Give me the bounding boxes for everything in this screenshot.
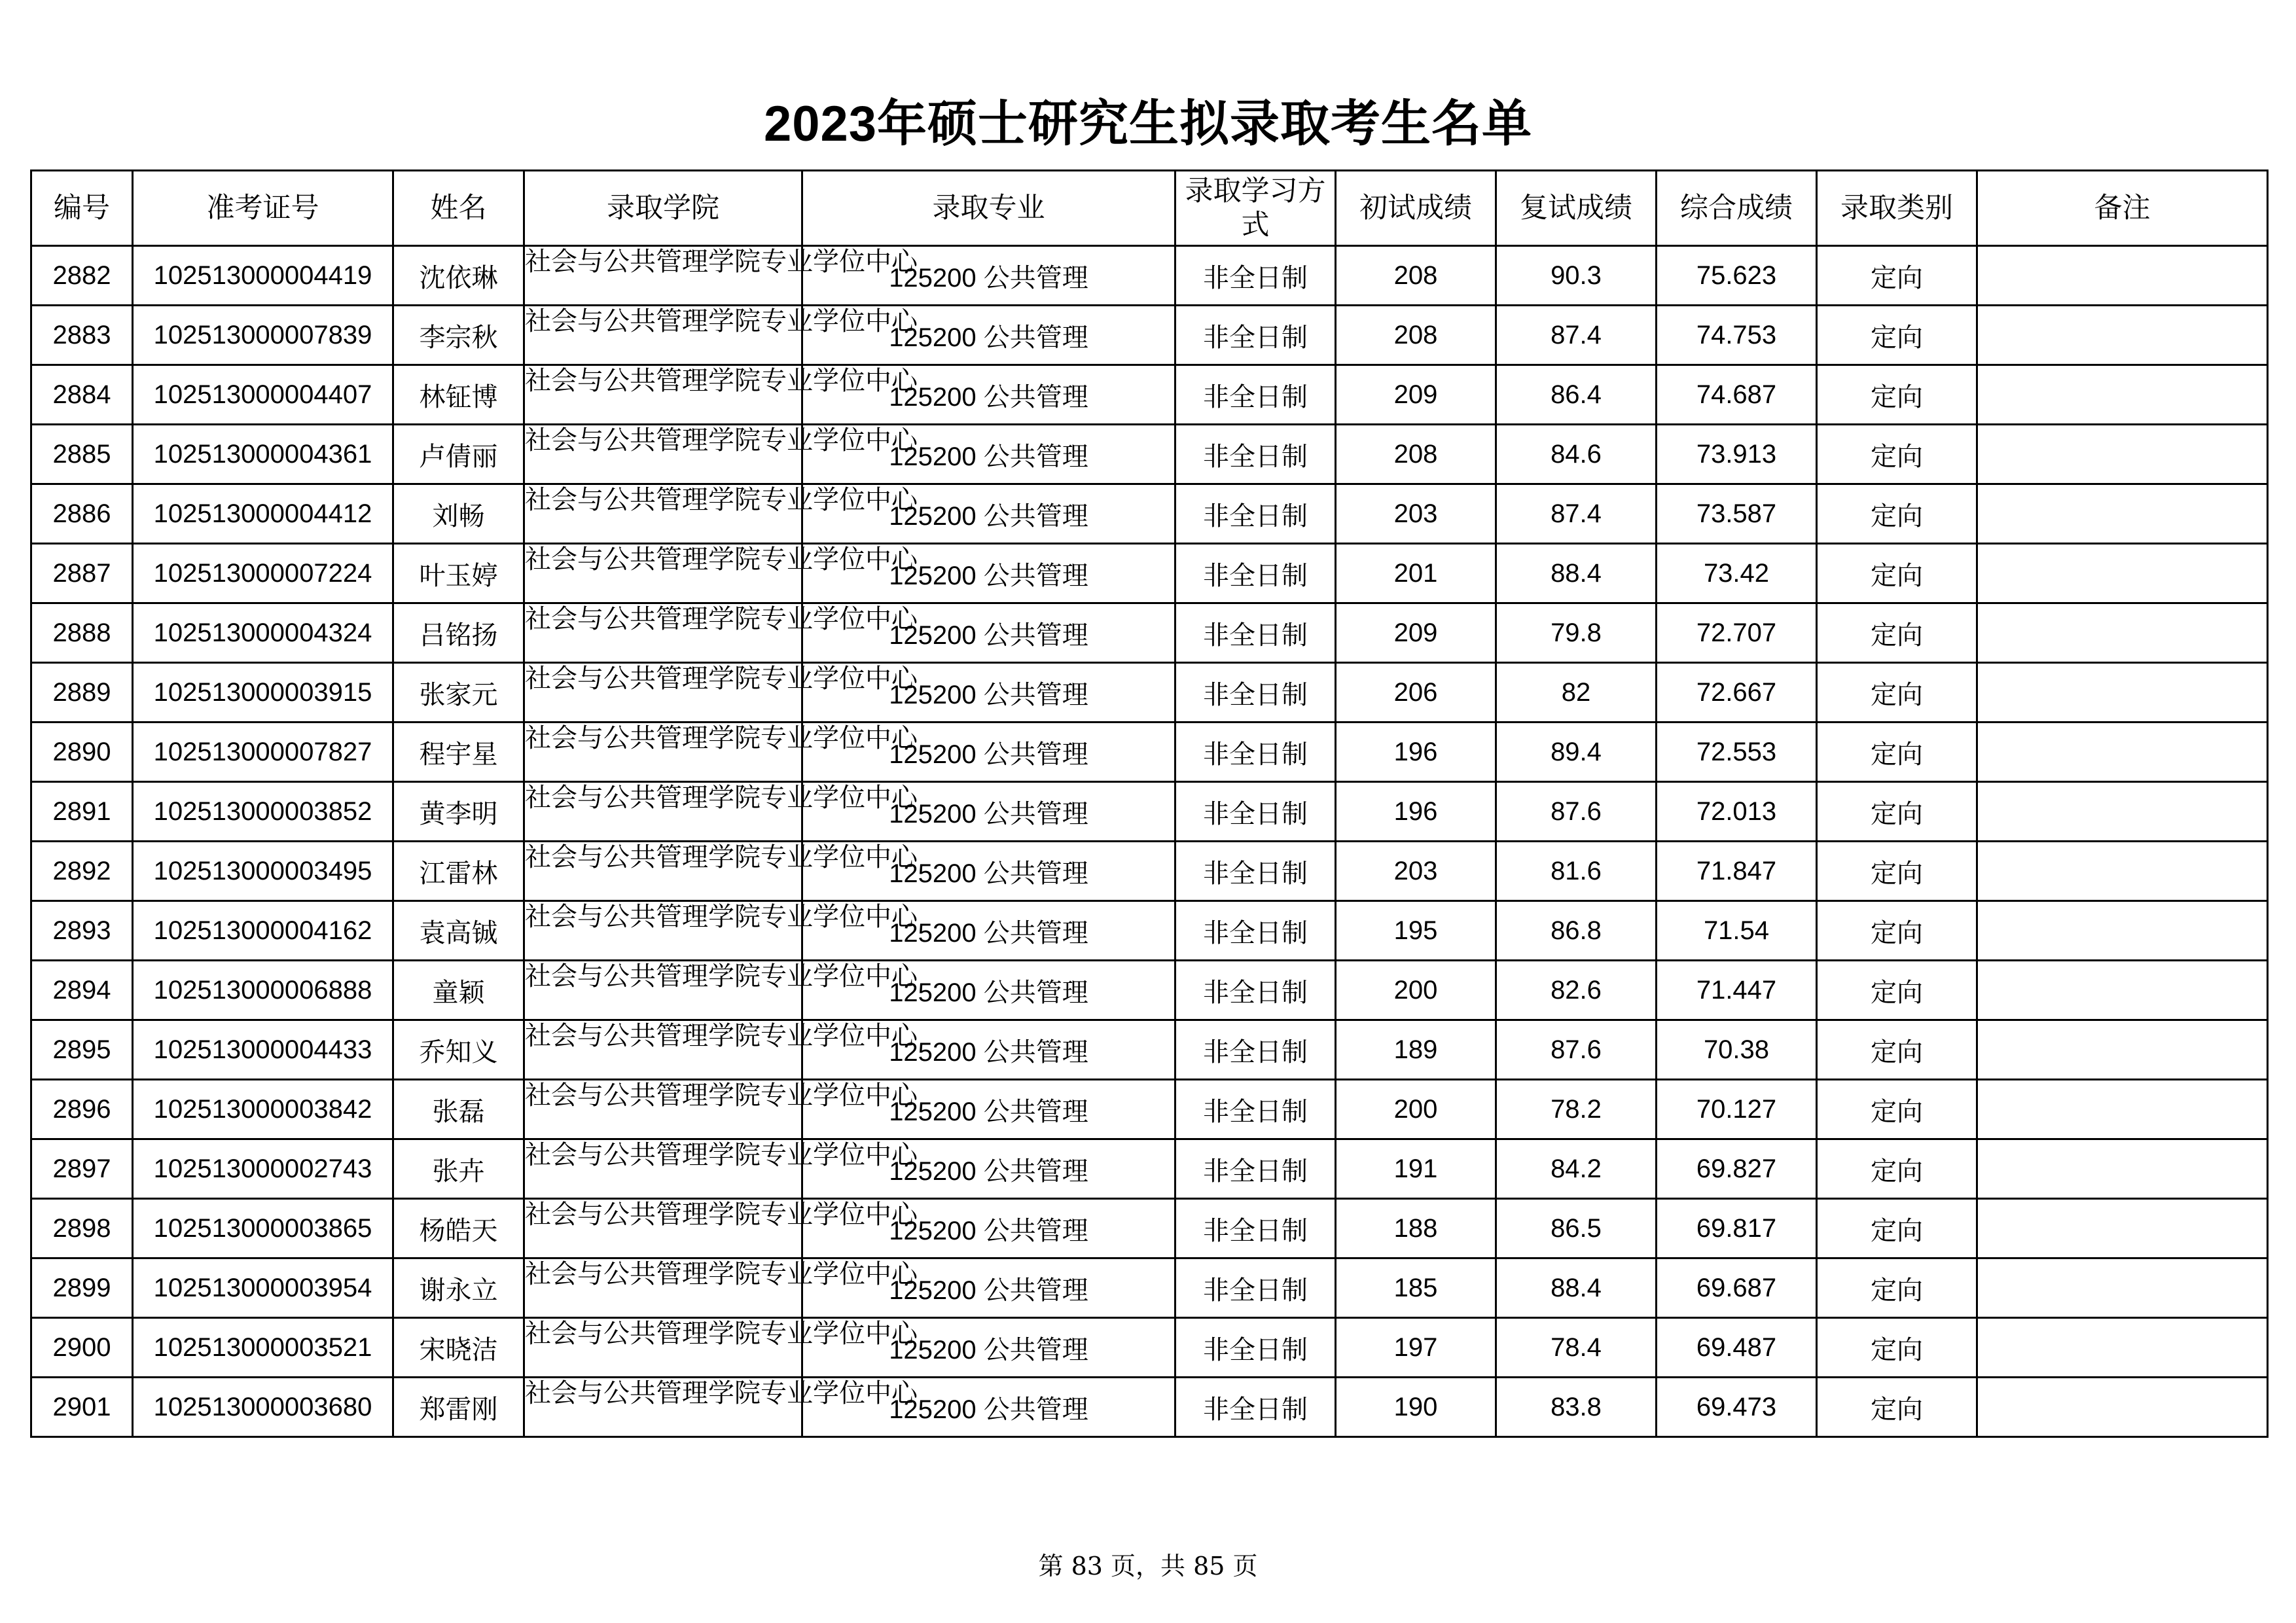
cell-major-code: 125200 [889, 918, 977, 948]
cell-category: 定向 [1817, 1378, 1977, 1437]
cell-exam-id: 102513000007224 [133, 544, 393, 603]
cell-initial-score: 196 [1336, 782, 1496, 842]
cell-retest-score: 78.2 [1496, 1080, 1657, 1139]
table-row [31, 365, 2268, 425]
cell-major-code: 125200 [889, 382, 977, 412]
cell-initial-score: 203 [1336, 842, 1496, 901]
cell-exam-id: 102513000004162 [133, 901, 393, 961]
cell-exam-id: 102513000007839 [133, 306, 393, 365]
column-header-college: 录取学院 [524, 171, 802, 246]
cell-category: 定向 [1817, 1258, 1977, 1318]
cell-college: 社会与公共管理学院专业学位中心 [525, 664, 918, 694]
cell-name: 程宇星 [393, 722, 524, 782]
cell-exam-id: 102513000004412 [133, 484, 393, 544]
cell-major-name: 公共管理 [983, 1037, 1088, 1067]
cell-major-name: 公共管理 [983, 1275, 1088, 1306]
cell-number: 2898 [31, 1199, 133, 1258]
cell-major-code: 125200 [889, 1216, 977, 1245]
cell-retest-score: 82.6 [1496, 961, 1657, 1020]
cell-category: 定向 [1817, 306, 1977, 365]
cell-major-code: 125200 [889, 620, 977, 650]
cell-study-mode: 非全日制 [1175, 246, 1336, 306]
cell-initial-score: 190 [1336, 1378, 1496, 1437]
cell-study-mode: 非全日制 [1175, 782, 1336, 842]
cell-study-mode: 非全日制 [1175, 1139, 1336, 1199]
cell-note [1977, 961, 2268, 1020]
table-row [31, 1139, 2268, 1199]
cell-college: 社会与公共管理学院专业学位中心 [525, 723, 918, 753]
cell-major-code: 125200 [889, 442, 977, 471]
cell-study-mode: 非全日制 [1175, 603, 1336, 663]
cell-name: 叶玉婷 [393, 544, 524, 603]
cell-major-name: 公共管理 [983, 798, 1088, 829]
cell-total-score: 74.687 [1657, 365, 1817, 425]
cell-college: 社会与公共管理学院专业学位中心 [525, 1021, 918, 1051]
table-row [31, 663, 2268, 722]
cell-college: 社会与公共管理学院专业学位中心 [525, 306, 918, 336]
cell-college: 社会与公共管理学院专业学位中心 [525, 247, 918, 277]
column-header-initial-score: 初试成绩 [1336, 171, 1496, 246]
cell-study-mode: 非全日制 [1175, 1318, 1336, 1378]
cell-number: 2882 [31, 246, 133, 306]
cell-note [1977, 1318, 2268, 1378]
cell-initial-score: 191 [1336, 1139, 1496, 1199]
cell-exam-id: 102513000003842 [133, 1080, 393, 1139]
cell-number: 2885 [31, 425, 133, 484]
cell-study-mode: 非全日制 [1175, 901, 1336, 961]
cell-total-score: 72.013 [1657, 782, 1817, 842]
cell-major-name: 公共管理 [983, 1096, 1088, 1127]
cell-major-name: 公共管理 [983, 382, 1088, 412]
cell-retest-score: 87.4 [1496, 484, 1657, 544]
cell-number: 2886 [31, 484, 133, 544]
cell-total-score: 75.623 [1657, 246, 1817, 306]
table-row [31, 1378, 2268, 1437]
cell-note [1977, 306, 2268, 365]
cell-retest-score: 81.6 [1496, 842, 1657, 901]
table-row [31, 1080, 2268, 1139]
cell-name: 张磊 [393, 1080, 524, 1139]
cell-exam-id: 102513000004433 [133, 1020, 393, 1080]
cell-note [1977, 901, 2268, 961]
cell-college: 社会与公共管理学院专业学位中心 [525, 1140, 918, 1170]
cell-major-code: 125200 [889, 1097, 977, 1126]
cell-initial-score: 206 [1336, 663, 1496, 722]
table-row [31, 1258, 2268, 1318]
cell-total-score: 72.707 [1657, 603, 1817, 663]
cell-retest-score: 82 [1496, 663, 1657, 722]
cell-total-score: 71.447 [1657, 961, 1817, 1020]
cell-note [1977, 544, 2268, 603]
cell-category: 定向 [1817, 365, 1977, 425]
cell-category: 定向 [1817, 1020, 1977, 1080]
cell-study-mode: 非全日制 [1175, 842, 1336, 901]
cell-initial-score: 188 [1336, 1199, 1496, 1258]
cell-number: 2900 [31, 1318, 133, 1378]
cell-category: 定向 [1817, 484, 1977, 544]
cell-total-score: 72.553 [1657, 722, 1817, 782]
cell-major-name: 公共管理 [983, 977, 1088, 1008]
cell-note [1977, 365, 2268, 425]
page-title: 2023年硕士研究生拟录取考生名单 [763, 96, 1533, 152]
cell-initial-score: 208 [1336, 246, 1496, 306]
cell-major-code: 125200 [889, 859, 977, 888]
cell-retest-score: 84.2 [1496, 1139, 1657, 1199]
cell-college: 社会与公共管理学院专业学位中心 [525, 1319, 918, 1349]
admission-table [30, 169, 2269, 1438]
cell-major-code: 125200 [889, 740, 977, 769]
cell-name: 袁高铖 [393, 901, 524, 961]
column-header-number: 编号 [31, 171, 133, 246]
table-row [31, 901, 2268, 961]
cell-college: 社会与公共管理学院专业学位中心 [525, 842, 918, 872]
cell-category: 定向 [1817, 722, 1977, 782]
cell-college: 社会与公共管理学院专业学位中心 [525, 544, 918, 575]
cell-study-mode: 非全日制 [1175, 484, 1336, 544]
cell-retest-score: 86.5 [1496, 1199, 1657, 1258]
table-row [31, 544, 2268, 603]
cell-major-code: 125200 [889, 1037, 977, 1067]
cell-college: 社会与公共管理学院专业学位中心 [525, 366, 918, 396]
cell-retest-score: 88.4 [1496, 1258, 1657, 1318]
cell-name: 江雷林 [393, 842, 524, 901]
cell-exam-id: 102513000003915 [133, 663, 393, 722]
cell-name: 李宗秋 [393, 306, 524, 365]
cell-total-score: 70.38 [1657, 1020, 1817, 1080]
cell-initial-score: 196 [1336, 722, 1496, 782]
cell-initial-score: 201 [1336, 544, 1496, 603]
cell-major-code: 125200 [889, 1395, 977, 1424]
cell-major-name: 公共管理 [983, 1156, 1088, 1186]
cell-major-name: 公共管理 [983, 679, 1088, 710]
cell-college: 社会与公共管理学院专业学位中心 [525, 1200, 918, 1230]
cell-note [1977, 1020, 2268, 1080]
cell-name: 刘畅 [393, 484, 524, 544]
cell-name: 谢永立 [393, 1258, 524, 1318]
cell-exam-id: 102513000003680 [133, 1378, 393, 1437]
cell-major-code: 125200 [889, 323, 977, 352]
cell-initial-score: 209 [1336, 603, 1496, 663]
cell-initial-score: 208 [1336, 425, 1496, 484]
cell-retest-score: 88.4 [1496, 544, 1657, 603]
cell-note [1977, 1378, 2268, 1437]
cell-major-code: 125200 [889, 1156, 977, 1186]
column-header-study-mode: 录取学习方式 [1175, 171, 1336, 246]
cell-exam-id: 102513000003521 [133, 1318, 393, 1378]
cell-major-name: 公共管理 [983, 620, 1088, 651]
cell-major-name: 公共管理 [983, 739, 1088, 770]
cell-name: 沈依琳 [393, 246, 524, 306]
cell-category: 定向 [1817, 663, 1977, 722]
cell-college: 社会与公共管理学院专业学位中心 [525, 1259, 918, 1289]
cell-major-name: 公共管理 [983, 1394, 1088, 1425]
table-row [31, 961, 2268, 1020]
cell-total-score: 73.42 [1657, 544, 1817, 603]
cell-category: 定向 [1817, 842, 1977, 901]
cell-major-name: 公共管理 [983, 262, 1088, 293]
header-row [31, 171, 2268, 246]
table-row [31, 722, 2268, 782]
cell-retest-score: 87.6 [1496, 782, 1657, 842]
cell-number: 2892 [31, 842, 133, 901]
cell-retest-score: 86.8 [1496, 901, 1657, 961]
cell-retest-score: 84.6 [1496, 425, 1657, 484]
cell-study-mode: 非全日制 [1175, 306, 1336, 365]
cell-study-mode: 非全日制 [1175, 1258, 1336, 1318]
cell-note [1977, 722, 2268, 782]
cell-college: 社会与公共管理学院专业学位中心 [525, 485, 918, 515]
cell-retest-score: 87.4 [1496, 306, 1657, 365]
cell-college: 社会与公共管理学院专业学位中心 [525, 783, 918, 813]
cell-number: 2893 [31, 901, 133, 961]
cell-note [1977, 842, 2268, 901]
table-row [31, 782, 2268, 842]
cell-major-code: 125200 [889, 978, 977, 1007]
cell-category: 定向 [1817, 901, 1977, 961]
cell-major-code: 125200 [889, 561, 977, 590]
cell-number: 2891 [31, 782, 133, 842]
cell-exam-id: 102513000003954 [133, 1258, 393, 1318]
cell-study-mode: 非全日制 [1175, 365, 1336, 425]
cell-exam-id: 102513000007827 [133, 722, 393, 782]
cell-exam-id: 102513000004407 [133, 365, 393, 425]
cell-total-score: 72.667 [1657, 663, 1817, 722]
cell-name: 乔知义 [393, 1020, 524, 1080]
table-row [31, 842, 2268, 901]
cell-name: 童颖 [393, 961, 524, 1020]
cell-note [1977, 1258, 2268, 1318]
table-row [31, 1318, 2268, 1378]
cell-number: 2897 [31, 1139, 133, 1199]
table-row [31, 1020, 2268, 1080]
column-header-major: 录取专业 [802, 171, 1175, 246]
cell-exam-id: 102513000003852 [133, 782, 393, 842]
cell-college: 社会与公共管理学院专业学位中心 [525, 604, 918, 634]
cell-note [1977, 663, 2268, 722]
cell-initial-score: 197 [1336, 1318, 1496, 1378]
cell-category: 定向 [1817, 782, 1977, 842]
cell-number: 2896 [31, 1080, 133, 1139]
cell-number: 2890 [31, 722, 133, 782]
cell-number: 2895 [31, 1020, 133, 1080]
cell-number: 2884 [31, 365, 133, 425]
cell-total-score: 69.473 [1657, 1378, 1817, 1437]
cell-study-mode: 非全日制 [1175, 544, 1336, 603]
column-header-total-score: 综合成绩 [1657, 171, 1817, 246]
page-footer: 第 83 页，共 85 页 [1038, 1552, 1258, 1580]
cell-name: 郑雷刚 [393, 1378, 524, 1437]
cell-category: 定向 [1817, 544, 1977, 603]
cell-name: 黄李明 [393, 782, 524, 842]
cell-exam-id: 102513000003865 [133, 1199, 393, 1258]
column-header-name: 姓名 [393, 171, 524, 246]
cell-category: 定向 [1817, 1199, 1977, 1258]
cell-initial-score: 208 [1336, 306, 1496, 365]
cell-initial-score: 200 [1336, 1080, 1496, 1139]
cell-name: 张卉 [393, 1139, 524, 1199]
cell-category: 定向 [1817, 961, 1977, 1020]
cell-retest-score: 83.8 [1496, 1378, 1657, 1437]
cell-note [1977, 1199, 2268, 1258]
cell-study-mode: 非全日制 [1175, 1020, 1336, 1080]
cell-initial-score: 185 [1336, 1258, 1496, 1318]
cell-study-mode: 非全日制 [1175, 1378, 1336, 1437]
cell-exam-id: 102513000004419 [133, 246, 393, 306]
cell-category: 定向 [1817, 1139, 1977, 1199]
cell-total-score: 73.913 [1657, 425, 1817, 484]
table-row [31, 306, 2268, 365]
cell-exam-id: 102513000002743 [133, 1139, 393, 1199]
cell-major-code: 125200 [889, 1275, 977, 1305]
cell-number: 2889 [31, 663, 133, 722]
cell-note [1977, 603, 2268, 663]
cell-major-name: 公共管理 [983, 501, 1088, 531]
cell-name: 吕铭扬 [393, 603, 524, 663]
cell-study-mode: 非全日制 [1175, 663, 1336, 722]
cell-college: 社会与公共管理学院专业学位中心 [525, 1080, 918, 1111]
cell-major-code: 125200 [889, 799, 977, 829]
table-row [31, 484, 2268, 544]
cell-category: 定向 [1817, 425, 1977, 484]
cell-initial-score: 189 [1336, 1020, 1496, 1080]
cell-initial-score: 195 [1336, 901, 1496, 961]
cell-note [1977, 246, 2268, 306]
cell-retest-score: 89.4 [1496, 722, 1657, 782]
cell-college: 社会与公共管理学院专业学位中心 [525, 902, 918, 932]
cell-major-name: 公共管理 [983, 858, 1088, 889]
cell-study-mode: 非全日制 [1175, 425, 1336, 484]
cell-major-code: 125200 [889, 1335, 977, 1364]
cell-name: 张家元 [393, 663, 524, 722]
cell-total-score: 71.54 [1657, 901, 1817, 961]
cell-total-score: 70.127 [1657, 1080, 1817, 1139]
cell-retest-score: 90.3 [1496, 246, 1657, 306]
cell-major-name: 公共管理 [983, 1334, 1088, 1365]
cell-college: 社会与公共管理学院专业学位中心 [525, 961, 918, 991]
cell-total-score: 71.847 [1657, 842, 1817, 901]
column-header-note: 备注 [1977, 171, 2268, 246]
table-row [31, 603, 2268, 663]
cell-total-score: 73.587 [1657, 484, 1817, 544]
cell-retest-score: 86.4 [1496, 365, 1657, 425]
cell-major-name: 公共管理 [983, 441, 1088, 472]
cell-note [1977, 484, 2268, 544]
cell-exam-id: 102513000003495 [133, 842, 393, 901]
table-row [31, 425, 2268, 484]
cell-major-code: 125200 [889, 501, 977, 531]
cell-initial-score: 203 [1336, 484, 1496, 544]
cell-exam-id: 102513000004324 [133, 603, 393, 663]
cell-total-score: 69.487 [1657, 1318, 1817, 1378]
cell-number: 2901 [31, 1378, 133, 1437]
cell-number: 2899 [31, 1258, 133, 1318]
column-header-retest-score: 复试成绩 [1496, 171, 1657, 246]
cell-college: 社会与公共管理学院专业学位中心 [525, 425, 918, 455]
cell-study-mode: 非全日制 [1175, 722, 1336, 782]
cell-number: 2883 [31, 306, 133, 365]
cell-category: 定向 [1817, 246, 1977, 306]
cell-note [1977, 1139, 2268, 1199]
table-row [31, 246, 2268, 306]
cell-study-mode: 非全日制 [1175, 1080, 1336, 1139]
cell-retest-score: 79.8 [1496, 603, 1657, 663]
cell-note [1977, 1080, 2268, 1139]
cell-category: 定向 [1817, 603, 1977, 663]
cell-major-name: 公共管理 [983, 322, 1088, 353]
cell-name: 林钲博 [393, 365, 524, 425]
table-row [31, 1199, 2268, 1258]
cell-major-name: 公共管理 [983, 560, 1088, 591]
cell-major-name: 公共管理 [983, 1215, 1088, 1246]
cell-college: 社会与公共管理学院专业学位中心 [525, 1378, 918, 1408]
cell-exam-id: 102513000006888 [133, 961, 393, 1020]
cell-major-code: 125200 [889, 680, 977, 709]
cell-retest-score: 87.6 [1496, 1020, 1657, 1080]
cell-number: 2888 [31, 603, 133, 663]
cell-total-score: 69.827 [1657, 1139, 1817, 1199]
cell-name: 卢倩丽 [393, 425, 524, 484]
cell-category: 定向 [1817, 1318, 1977, 1378]
cell-total-score: 74.753 [1657, 306, 1817, 365]
cell-total-score: 69.817 [1657, 1199, 1817, 1258]
column-header-category: 录取类别 [1817, 171, 1977, 246]
cell-total-score: 69.687 [1657, 1258, 1817, 1318]
cell-name: 宋晓洁 [393, 1318, 524, 1378]
cell-initial-score: 209 [1336, 365, 1496, 425]
cell-name: 杨皓天 [393, 1199, 524, 1258]
cell-study-mode: 非全日制 [1175, 961, 1336, 1020]
cell-retest-score: 78.4 [1496, 1318, 1657, 1378]
cell-exam-id: 102513000004361 [133, 425, 393, 484]
cell-note [1977, 782, 2268, 842]
cell-study-mode: 非全日制 [1175, 1199, 1336, 1258]
cell-major-name: 公共管理 [983, 918, 1088, 948]
column-header-exam-id: 准考证号 [133, 171, 393, 246]
cell-major-code: 125200 [889, 263, 977, 293]
cell-category: 定向 [1817, 1080, 1977, 1139]
cell-note [1977, 425, 2268, 484]
cell-number: 2887 [31, 544, 133, 603]
cell-initial-score: 200 [1336, 961, 1496, 1020]
cell-number: 2894 [31, 961, 133, 1020]
